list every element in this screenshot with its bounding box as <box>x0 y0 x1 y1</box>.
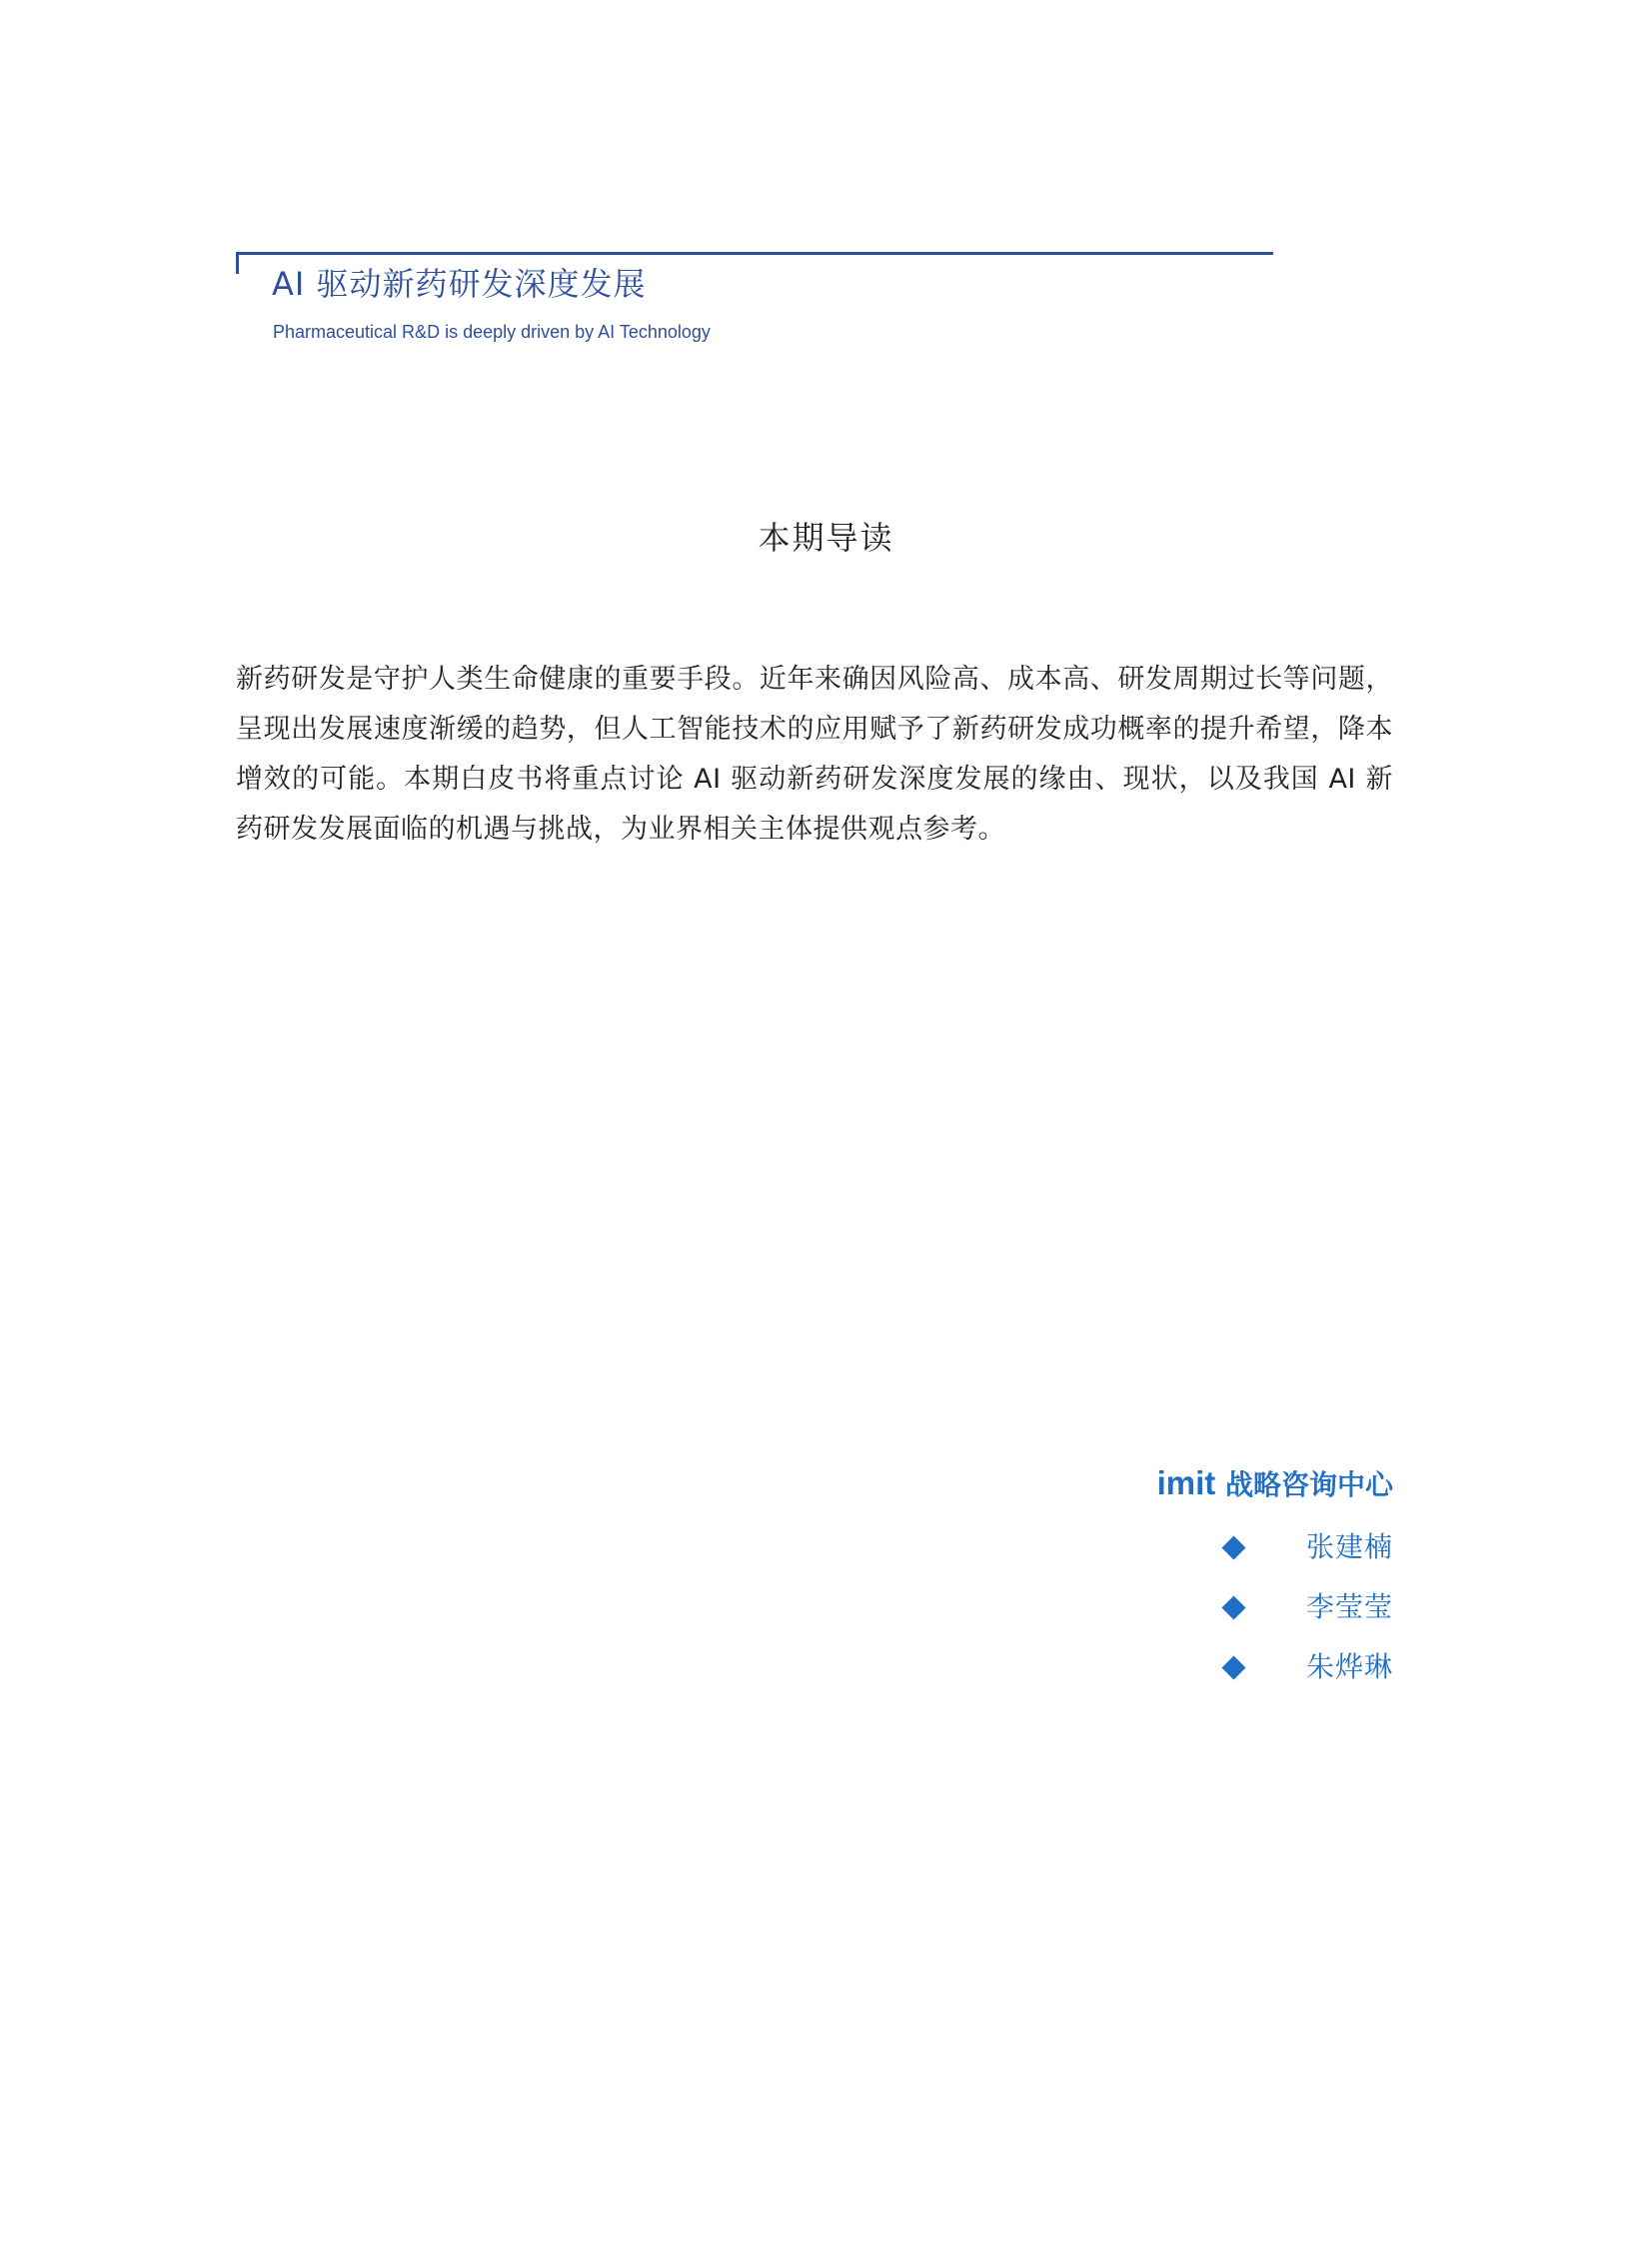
document-subtitle: Pharmaceutical R&D is deeply driven by AI Technology <box>273 322 711 342</box>
author-item <box>1225 1587 1393 1627</box>
section-title: 本期导读 <box>758 519 894 557</box>
author-item <box>1225 1527 1393 1567</box>
header-rule-tick <box>236 252 239 274</box>
diamond-icon <box>1221 1535 1245 1559</box>
organization-brand: imit <box>1156 1464 1216 1501</box>
author-name: 张建楠 <box>1305 1530 1393 1563</box>
intro-paragraph: 新药研发是守护人类生命健康的重要手段。近年来确因风险高、成本高、研发周期过长等问题，呈现出发展速度渐缓的趋势，但人工智能技术的应用赋予了新药研发成功概率的提升希望，降本增效的可能。本期白皮书将重点讨论 AI 驱动新药研发深度发展的缘由、现状，以及我国 AI 新药研发发展面临的机遇与挑战，为业界相关主体提供观点参考。 <box>236 664 1393 845</box>
header-rule <box>236 252 1273 255</box>
diamond-icon <box>1221 1655 1245 1679</box>
organization-name <box>1157 1463 1393 1505</box>
author-item <box>1225 1647 1393 1687</box>
author-name: 朱烨琳 <box>1305 1650 1393 1683</box>
diamond-icon <box>1221 1595 1245 1619</box>
author-list <box>1225 1527 1393 1707</box>
organization-department: 战略咨询中心 <box>1224 1468 1393 1501</box>
document-title: AI 驱动新药研发深度发展 <box>272 265 647 303</box>
author-name: 李莹莹 <box>1305 1590 1393 1623</box>
